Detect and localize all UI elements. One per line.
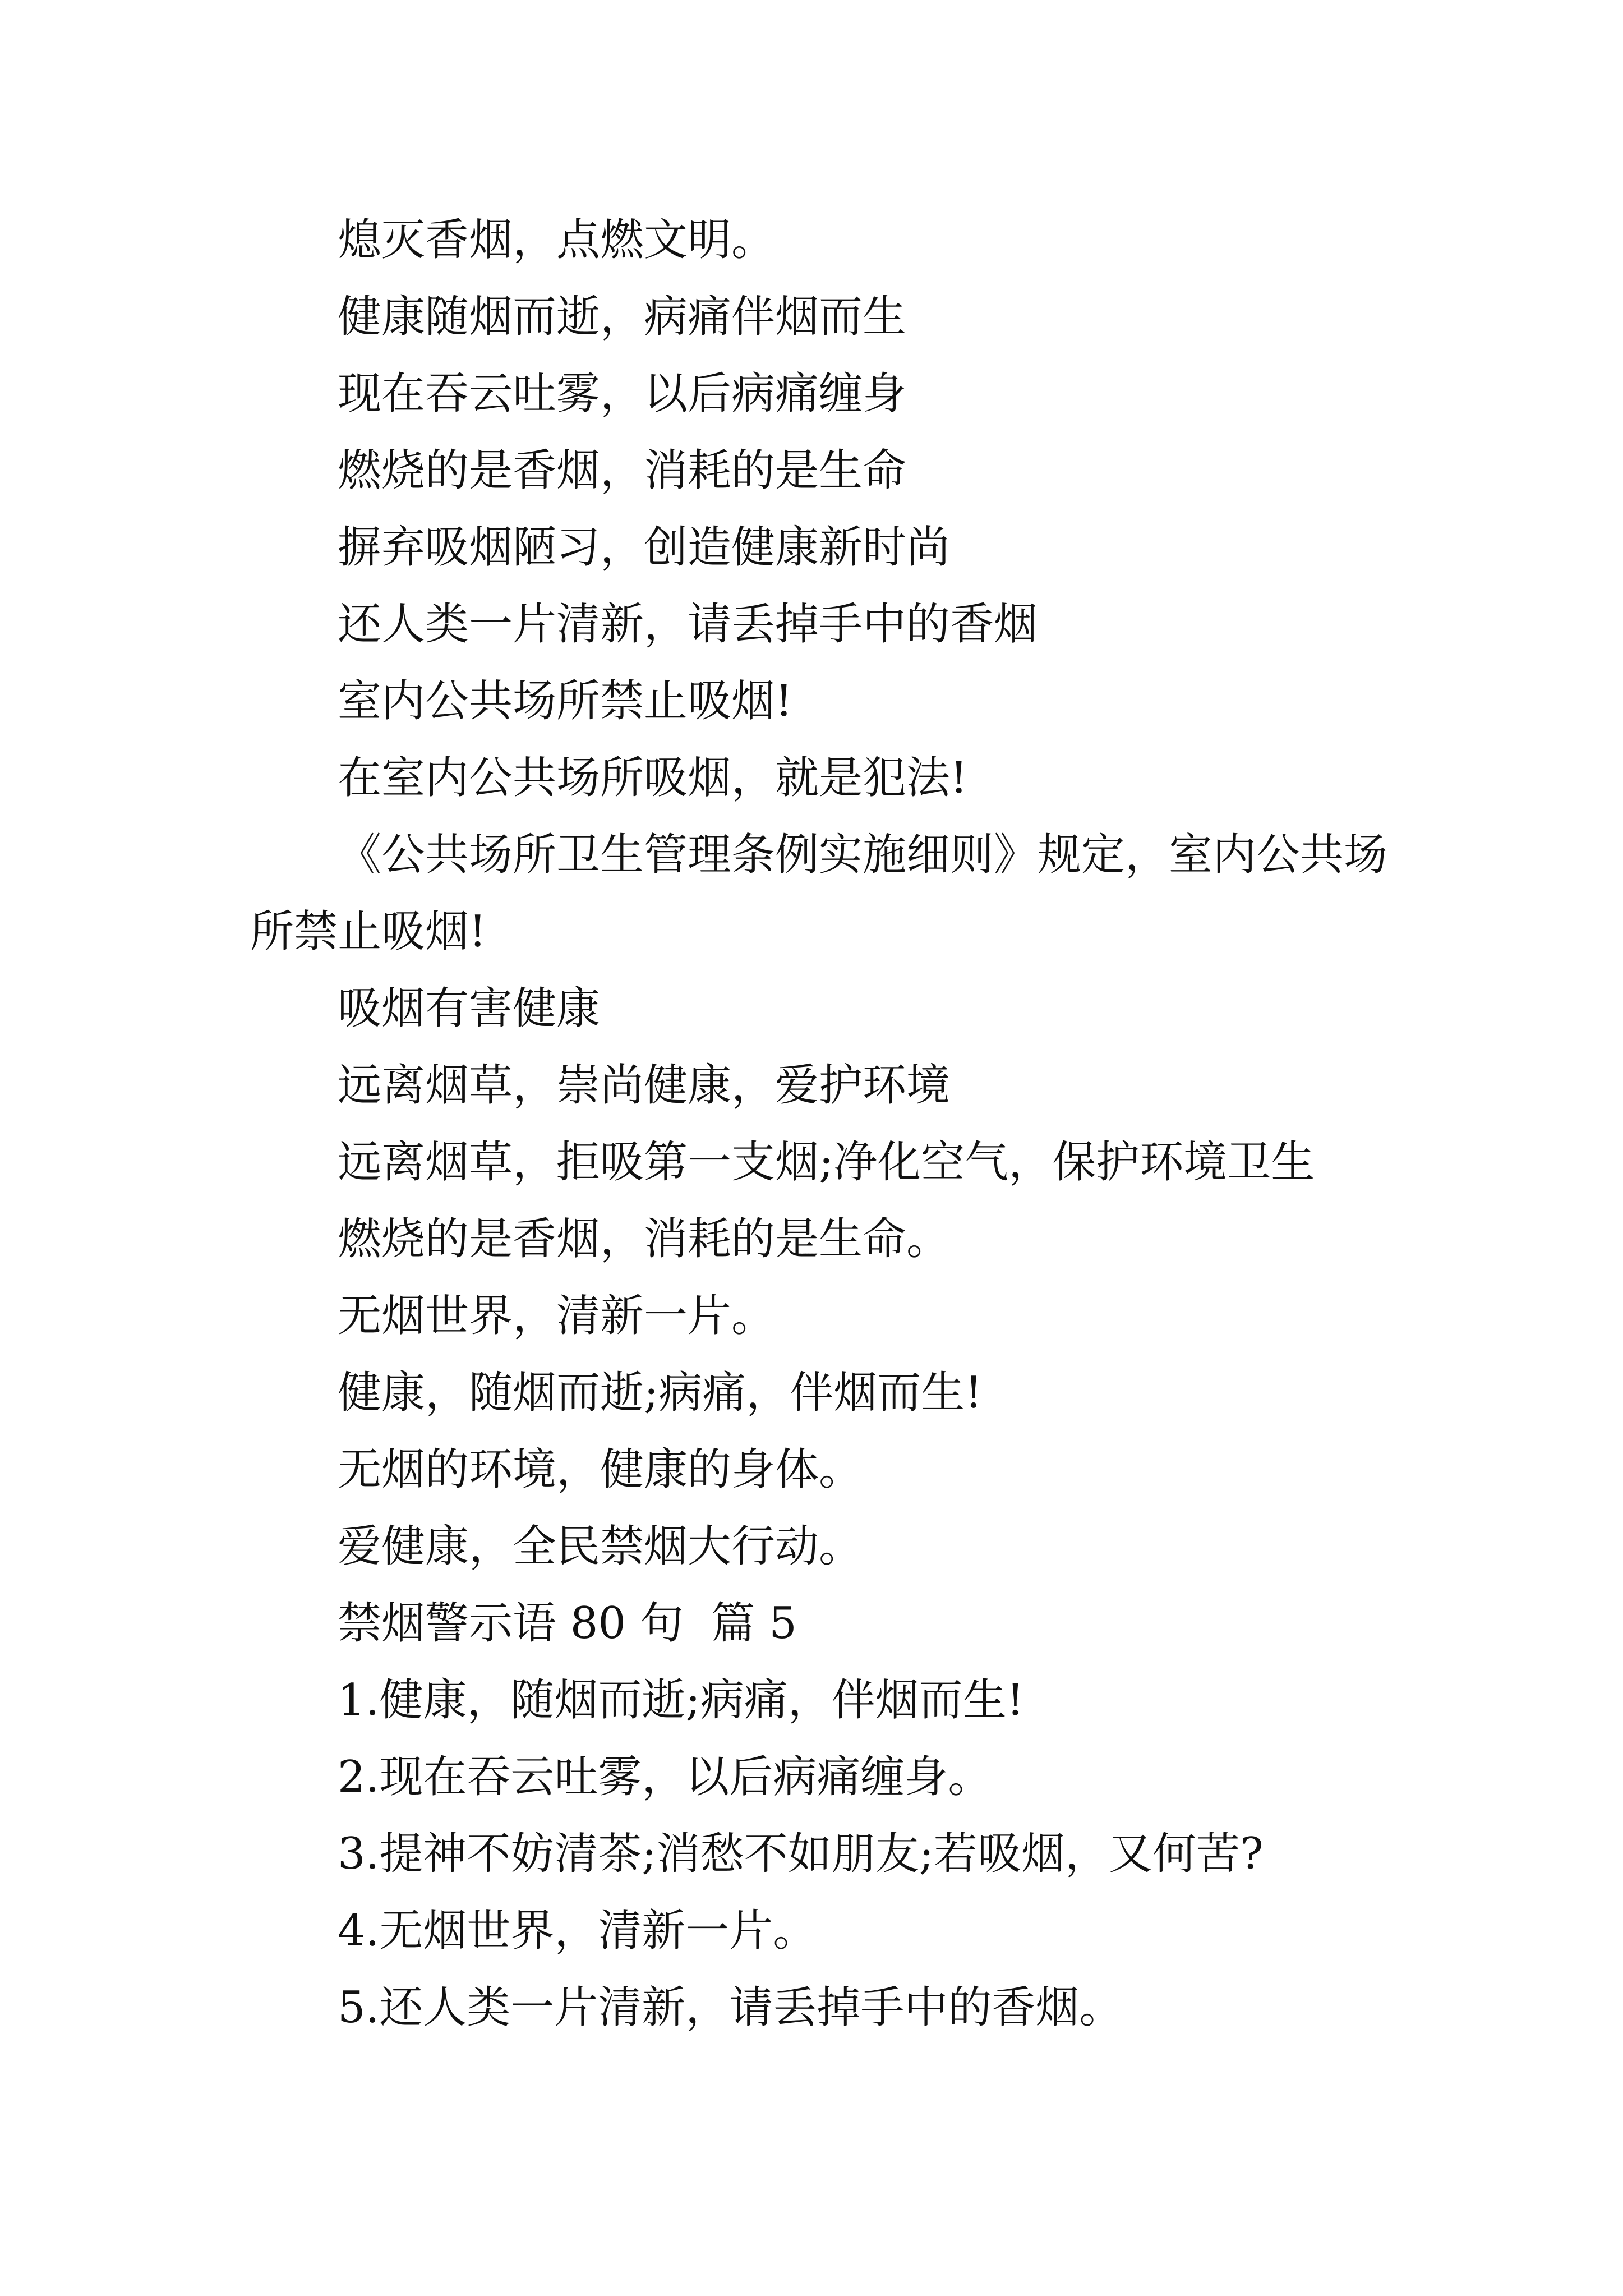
paragraph: 远离烟草，崇尚健康，爱护环境 (338, 1060, 951, 1111)
paragraph: 燃烧的是香烟，消耗的是生命 (338, 445, 907, 496)
paragraph: 室内公共场所禁止吸烟! (338, 676, 793, 726)
paragraph: 远离烟草，拒吸第一支烟;净化空气，保护环境卫生 (338, 1137, 1315, 1188)
paragraph: 爱健康，全民禁烟大行动。 (338, 1521, 863, 1572)
numbered-item: 3.提神不妨清茶;消愁不如朋友;若吸烟，又何苦? (338, 1829, 1264, 1879)
numbered-item: 4.无烟世界，清新一片。 (338, 1906, 817, 1956)
numbered-item: 2.现在吞云吐雾，以后病痛缠身。 (338, 1752, 992, 1802)
paragraph: 燃烧的是香烟，消耗的是生命。 (338, 1214, 951, 1264)
paragraph: 健康，随烟而逝;病痛，伴烟而生! (338, 1368, 983, 1418)
numbered-item: 5.还人类一片清新，请丢掉手中的香烟。 (338, 1982, 1123, 2033)
paragraph: 摒弃吸烟陋习，创造健康新时尚 (338, 522, 951, 573)
paragraph: 无烟世界，清新一片。 (338, 1291, 776, 1341)
paragraph: 现在吞云吐雾，以后病痛缠身 (338, 369, 907, 419)
paragraph: 健康随烟而逝，病痛伴烟而生 (338, 292, 907, 342)
document-body (250, 202, 1400, 2046)
paragraph: 还人类一片清新，请丢掉手中的香烟 (338, 599, 1038, 650)
paragraph: 吸烟有害健康 (338, 983, 601, 1034)
section-heading: 禁烟警示语 80 句 篇 5 (338, 1598, 797, 1649)
paragraph: 在室内公共场所吸烟，就是犯法! (338, 753, 968, 803)
numbered-item: 1.健康，随烟而逝;病痛，伴烟而生! (338, 1675, 1025, 1726)
paragraph: 熄灭香烟，点燃文明。 (338, 215, 776, 265)
paragraph: 无烟的环境，健康的身体。 (338, 1444, 863, 1495)
paragraph: 《公共场所卫生管理条例实施细则》规定，室内公共场所禁止吸烟! (250, 830, 1388, 957)
